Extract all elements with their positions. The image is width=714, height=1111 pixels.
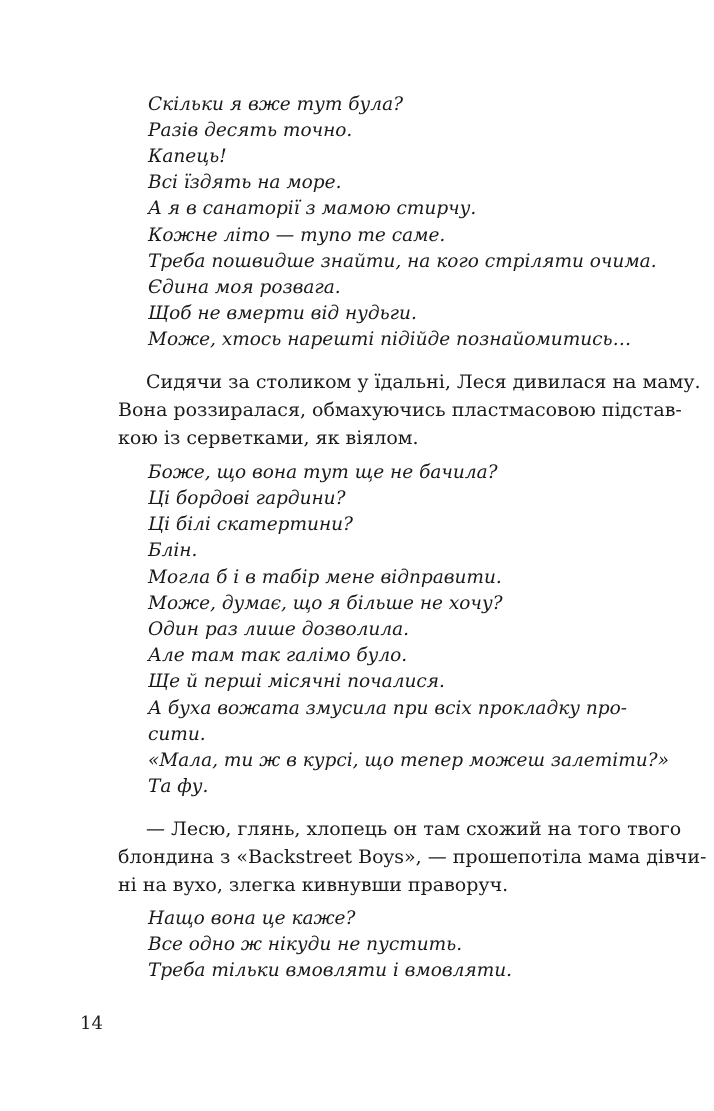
page-number: 14 — [80, 1013, 103, 1034]
monologue-line: Кожне літо — тупо те саме. — [148, 225, 446, 246]
monologue-line: сити. — [148, 724, 206, 745]
monologue-line: Може, думає, що я більше не хочу? — [148, 593, 503, 614]
monologue-line: Ці бордові гардини? — [148, 488, 346, 509]
monologue-line: Боже, що вона тут ще не бачила? — [148, 462, 498, 483]
monologue-line: Капець! — [148, 146, 227, 167]
monologue-line: Треба пошвидше знайти, на кого стріляти очима. — [148, 251, 657, 272]
monologue-line: Щоб не вмерти від нудьги. — [148, 303, 417, 324]
paragraph-line: ні на вухо, злегка кивнувши праворуч. — [118, 874, 509, 896]
monologue-line: Ці білі скатертини? — [148, 514, 353, 535]
monologue-line: Та фу. — [148, 776, 209, 797]
monologue-line: А буха вожата змусила при всіх прокладку про- — [148, 698, 627, 719]
paragraph-line: Вона роззиралася, обмахуючись пластмасовою підстав- — [118, 399, 682, 421]
paragraph-line: блондина з «Backstreet Boys», — прошепотіла мама дівчи- — [118, 846, 707, 868]
monologue-line: Треба тільки вмовляти і вмовляти. — [148, 960, 513, 981]
monologue-line: Всі їздять на море. — [148, 172, 342, 193]
paragraph-line: кою із серветками, як віялом. — [118, 427, 419, 449]
monologue-line: Все одно ж нікуди не пустить. — [148, 934, 463, 955]
monologue-line: А я в санаторії з мамою стирчу. — [148, 198, 477, 219]
monologue-line: Ще й перші місячні почалися. — [148, 671, 445, 692]
paragraph-line: — Лесю, глянь, хлопець он там схожий на того твого — [146, 818, 682, 840]
monologue-line: Скільки я вже тут була? — [148, 94, 404, 115]
paragraph-line: Сидячи за столиком у їдальні, Леся дивилася на маму. — [146, 371, 701, 393]
monologue-line: Блін. — [148, 540, 198, 561]
monologue-line: Могла б і в табір мене відправити. — [148, 567, 502, 588]
monologue-line: «Мала, ти ж в курсі, що тепер можеш залетіти?» — [148, 750, 669, 771]
monologue-line: Один раз лише дозволила. — [148, 619, 410, 640]
monologue-line: Разів десять точно. — [148, 120, 353, 141]
monologue-line: Але там так галімо було. — [148, 645, 408, 666]
monologue-line: Нащо вона це каже? — [148, 908, 356, 929]
monologue-line: Єдина моя розвага. — [148, 277, 341, 298]
monologue-line: Може, хтось нарешті підійде познайомитись… — [148, 329, 632, 350]
